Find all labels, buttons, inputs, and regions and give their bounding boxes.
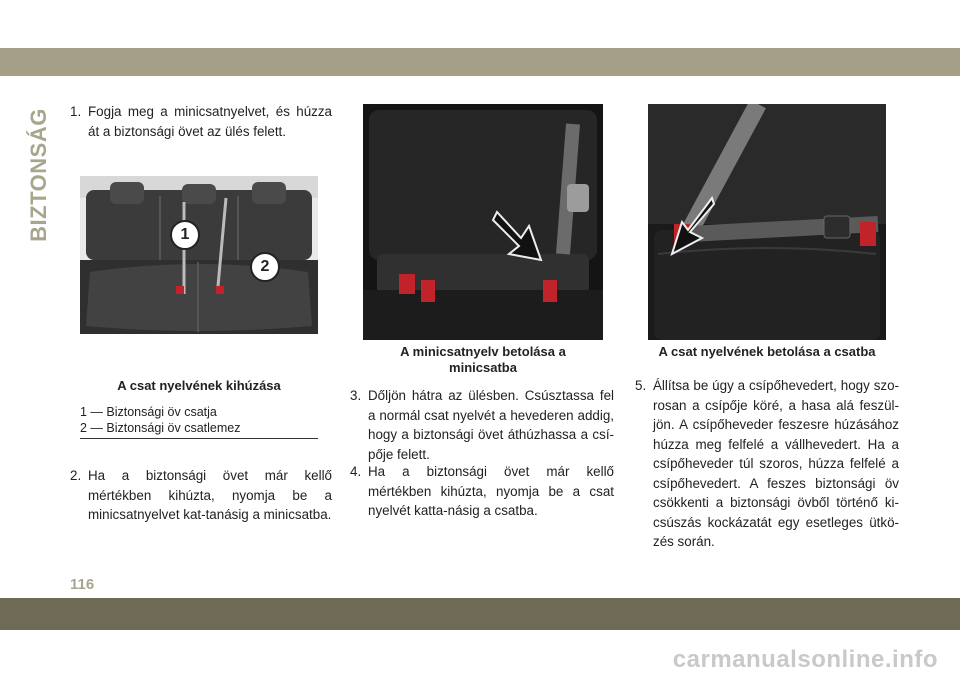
step-2 <box>70 466 332 525</box>
section-title: BIZTONSÁG <box>26 108 51 242</box>
step-5-number: 5. <box>635 378 647 393</box>
step-1-number: 1. <box>70 104 82 119</box>
step-3-text: Dőljön hátra az ülésben. Csúsztassa fel a normál csat nyelvét a hevederen addig, hogy a biztonsági övet áthúzhassa a csí-pője felett. <box>368 388 614 462</box>
figure-1-caption: A csat nyelvének kihúzása <box>117 378 281 393</box>
step-2-text: Ha a biztonsági övet már kellő mértékben kihúzta, nyomja be a minicsatnyelvet kat-tanásig a minicsatba. <box>88 468 332 522</box>
page-number: 116 <box>70 576 95 593</box>
buckle-illustration <box>648 104 886 340</box>
rear-seat-photo <box>80 176 318 334</box>
figure-3-caption: A csat nyelvének betolása a csatba <box>658 344 876 359</box>
rear-seat-illustration <box>80 176 318 334</box>
step-1-text: Fogja meg a minicsatnyelvet, és húzza át a biztonsági övet az ülés felett. <box>88 104 332 139</box>
step-2-number: 2. <box>70 468 82 483</box>
step-3-number: 3. <box>350 388 362 403</box>
figure-2-caption-line-2: minicsatba <box>449 360 517 375</box>
top-band <box>0 48 960 76</box>
legend-item-2: 2 — Biztonsági öv csatlemez <box>80 421 241 435</box>
step-4-number: 4. <box>350 464 362 479</box>
buckle-photo <box>648 104 886 340</box>
legend-item-1: 1 — Biztonsági öv csatja <box>80 405 217 419</box>
callout-2: 2 <box>250 252 280 282</box>
mini-buckle-illustration <box>363 104 603 340</box>
step-5 <box>635 376 899 552</box>
callout-1: 1 <box>170 220 200 250</box>
step-3 <box>350 386 614 464</box>
bottom-band <box>0 598 960 630</box>
watermark: carmanualsonline.info <box>672 646 938 673</box>
section-tab <box>26 110 52 240</box>
step-1 <box>70 102 332 141</box>
step-5-text: Állítsa be úgy a csípőhevedert, hogy szo-rosan a csípője köré, a hasa alá feszül-jön. A csípőheveder feszesre húzásához húzza meg felfelé a vállhevedert. Ha a csípőheveder túl szoros, húzza felfelé a csípőhevedert. A feszes biztonsági öv csökkenti a biztonsági övből történő ki-csúszás kockázatát egy esetleges ütkö-zés során. <box>653 378 899 549</box>
step-4-text: Ha a biztonsági övet már kellő mértékben kihúzta, nyomja be a csat nyelvét katta-násig a csatba. <box>368 464 614 518</box>
figure-1-legend <box>80 404 318 436</box>
step-4 <box>350 462 614 521</box>
mini-buckle-photo <box>363 104 603 340</box>
figure-2-caption-line-1: A minicsatnyelv betolása a <box>400 344 566 359</box>
figure-2-caption <box>363 344 603 376</box>
legend-rule <box>80 438 318 439</box>
